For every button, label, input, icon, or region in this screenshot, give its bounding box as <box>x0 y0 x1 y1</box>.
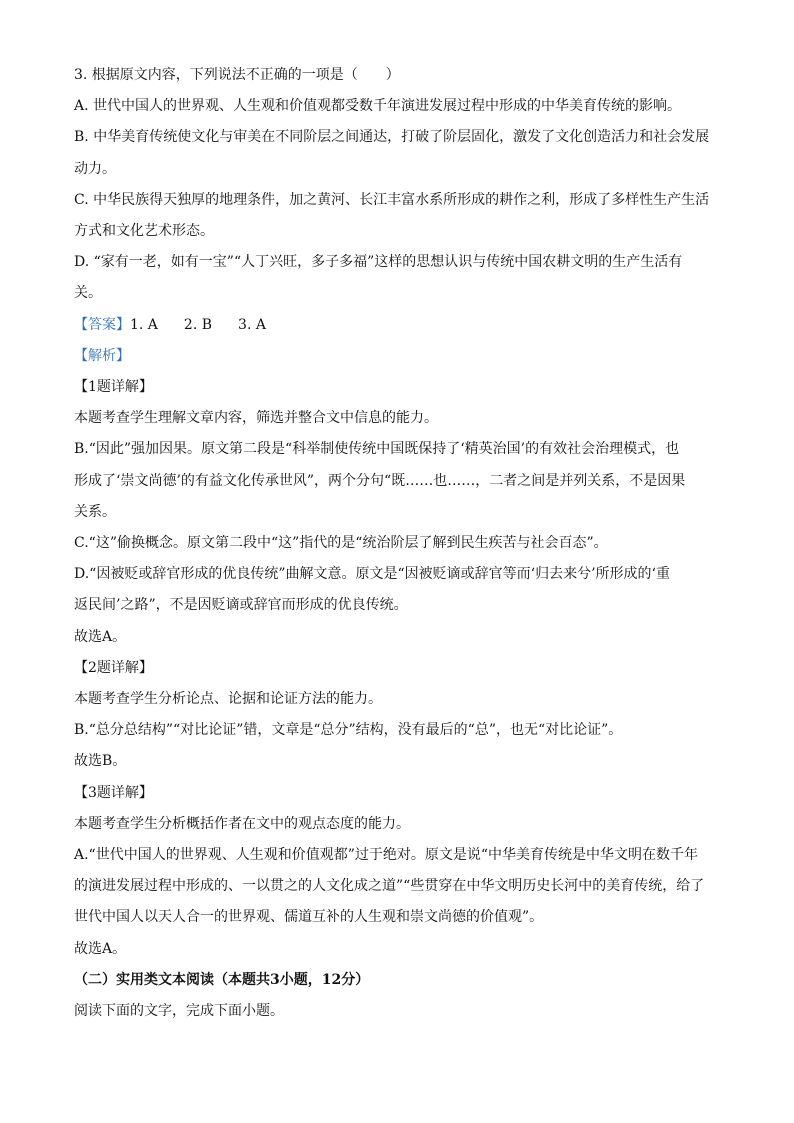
detail-2-option-b: B.“总分总结构”“对比论证”错，文章是“总分”结构，没有最后的“总”，也无“对比论证”。 <box>74 722 623 739</box>
question-3-option-c-cont: 方式和文化艺术形态。 <box>74 223 214 240</box>
detail-3-option-a: A.“世代中国人的世界观、人生观和价值观都”过于绝对。原文是说“中华美育传统是中华文明在数千年 <box>74 847 699 864</box>
answer-1: 1. A <box>130 316 158 333</box>
detail-1-intro: 本题考查学生理解文章内容，筛选并整合文中信息的能力。 <box>74 410 438 427</box>
question-3-option-d-cont: 关。 <box>74 285 102 302</box>
detail-1-conclusion: 故选A。 <box>74 628 127 645</box>
section-2-instruction: 阅读下面的文字，完成下面小题。 <box>74 1003 284 1020</box>
detail-2-intro: 本题考查学生分析论点、论据和论证方法的能力。 <box>74 691 382 708</box>
answer-2: 2. B <box>183 316 213 333</box>
analysis-label: 【解析】 <box>74 347 130 364</box>
question-3-option-b-cont: 动力。 <box>74 160 116 177</box>
detail-1-option-b: B.“因此”强加因果。原文第二段是“科举制使传统中国既保持了‘精英治国’的有效社会治理模式，也 <box>74 441 680 458</box>
answer-3: 3. A <box>238 316 266 333</box>
question-3-option-d: D. “家有一老，如有一宝”“人丁兴旺，多子多福”这样的思想认识与传统中国农耕文明的生产生活有 <box>74 254 683 271</box>
detail-2-heading: 【2题详解】 <box>74 659 153 676</box>
section-2-heading: （二）实用类文本阅读（本题共3小题，12分） <box>74 971 370 988</box>
question-3-option-b: B. 中华美育传统使文化与审美在不同阶层之间通达，打破了阶层固化，激发了文化创造活力和社会发展 <box>74 129 710 146</box>
detail-3-heading: 【3题详解】 <box>74 784 153 801</box>
detail-1-option-d: D.“因被贬或辞官形成的优良传统”曲解文意。原文是“因被贬谪或辞官等而‘归去来兮’所形成的‘重 <box>74 566 670 583</box>
detail-1-option-b-cont-2: 关系。 <box>74 503 116 520</box>
detail-1-option-b-cont: 形成了‘崇文尚德’的有益文化传承世风”，两个分句“既……也……，二者之间是并列关系，不是因果 <box>74 472 686 489</box>
detail-1-option-c: C.“这”偷换概念。原文第二段中“这”指代的是“统治阶层了解到民生疾苦与社会百态”。 <box>74 535 608 552</box>
detail-2-conclusion: 故选B。 <box>74 753 127 770</box>
detail-3-conclusion: 故选A。 <box>74 940 127 957</box>
detail-3-option-a-cont: 的演进发展过程中形成的、一以贯之的人文化成之道”“些贯穿在中华文明历史长河中的美育传统，给了 <box>74 878 705 895</box>
question-3-option-c: C. 中华民族得天独厚的地理条件，加之黄河、长江丰富水系所形成的耕作之利，形成了多样性生产生活 <box>74 191 710 208</box>
question-3-option-a: A. 世代中国人的世界观、人生观和价值观都受数千年演进发展过程中形成的中华美育传统的影响。 <box>74 98 682 115</box>
detail-3-intro: 本题考查学生分析概括作者在文中的观点态度的能力。 <box>74 815 410 832</box>
detail-1-heading: 【1题详解】 <box>74 379 153 396</box>
detail-3-option-a-cont-2: 世代中国人以天人合一的世界观、儒道互补的人生观和崇文尚德的价值观”。 <box>74 909 544 926</box>
answer-label: 【答案】 <box>74 316 130 333</box>
detail-1-option-d-cont: 返民间’之路”，不是因贬谪或辞官而形成的优良传统。 <box>74 597 408 614</box>
answer-line <box>74 310 714 341</box>
question-3-stem: 3. 根据原文内容，下列说法不正确的一项是（ ） <box>74 67 400 83</box>
